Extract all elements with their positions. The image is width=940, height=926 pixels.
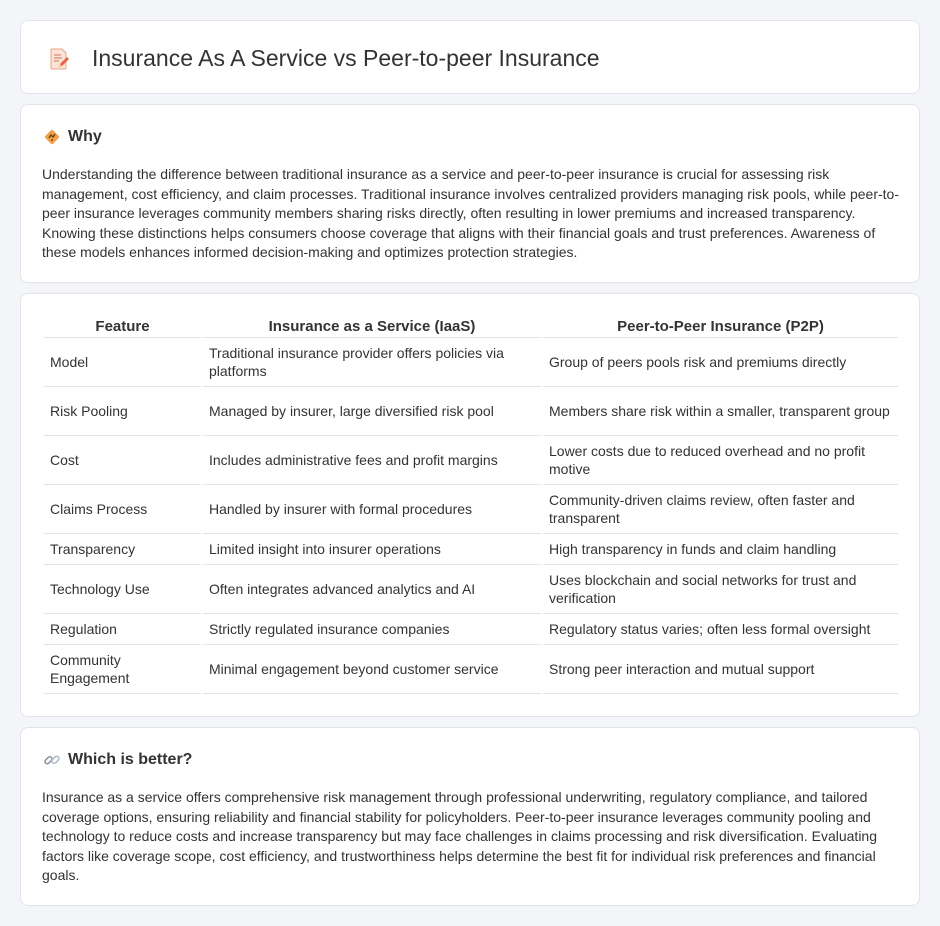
row-p2p: Uses blockchain and social networks for trust and verification (543, 565, 898, 614)
table-row (44, 387, 898, 436)
better-heading: Which is better? (68, 751, 193, 768)
why-heading-row (43, 127, 102, 147)
header-iaas: Insurance as a Service (IaaS) (203, 316, 541, 338)
table-row (44, 338, 898, 387)
row-feature: Risk Pooling (44, 387, 201, 436)
table-row (44, 565, 898, 614)
row-iaas: Handled by insurer with formal procedures (203, 485, 541, 534)
row-feature: Technology Use (44, 565, 201, 614)
row-iaas: Minimal engagement beyond customer service (203, 645, 541, 694)
row-p2p: Regulatory status varies; often less formal oversight (543, 614, 898, 645)
why-section (20, 104, 920, 283)
comparison-section (20, 293, 920, 717)
row-iaas: Limited insight into insurer operations (203, 534, 541, 565)
comparison-table (42, 316, 900, 694)
table-row (44, 436, 898, 485)
table-row (44, 534, 898, 565)
table-row (44, 614, 898, 645)
row-feature: Claims Process (44, 485, 201, 534)
which-is-better-section (20, 727, 920, 906)
row-iaas: Managed by insurer, large diversified risk pool (203, 387, 541, 436)
table-row (44, 485, 898, 534)
row-iaas: Includes administrative fees and profit margins (203, 436, 541, 485)
warning-sign-icon (43, 128, 61, 146)
row-iaas: Often integrates advanced analytics and AI (203, 565, 541, 614)
row-p2p: Strong peer interaction and mutual support (543, 645, 898, 694)
better-body: Insurance as a service offers comprehensive risk management through professional underwriting, regulatory compliance, and tailored coverage options, ensuring reliability and financial stability for policyholders. Peer-to-peer insurance leverages community pooling and technology to reduce costs and increase transparency but may face challenges in claims processing and risk diversification. Evaluating factors like coverage scope, cost efficiency, and trustworthiness helps determine the best fit for individual risk preferences and financial goals. (42, 789, 877, 883)
row-feature: Model (44, 338, 201, 387)
header-p2p: Peer-to-Peer Insurance (P2P) (543, 316, 898, 338)
row-feature: Community Engagement (44, 645, 201, 694)
page-title: Insurance As A Service vs Peer-to-peer Insurance (92, 45, 600, 71)
title-card (20, 20, 920, 94)
table-header-row (44, 316, 898, 338)
row-p2p: High transparency in funds and claim handling (543, 534, 898, 565)
why-body: Understanding the difference between traditional insurance as a service and peer-to-peer insurance is crucial for assessing risk management, cost efficiency, and claim processes. Traditional insurance involves centralized providers managing risk pools, while peer-to-peer insurance leverages community members sharing risks directly, often resulting in lower premiums and increased transparency. Knowing these distinctions helps consumers choose coverage that aligns with their financial goals and trust preferences. Awareness of these models enhances informed decision-making and optimizes protection strategies. (42, 166, 900, 260)
document-pencil-icon (47, 47, 71, 71)
row-feature: Transparency (44, 534, 201, 565)
better-heading-row (43, 750, 192, 770)
table-row (44, 645, 898, 694)
row-p2p: Community-driven claims review, often faster and transparent (543, 485, 898, 534)
row-p2p: Members share risk within a smaller, transparent group (543, 387, 898, 436)
row-iaas: Traditional insurance provider offers policies via platforms (203, 338, 541, 387)
why-heading: Why (68, 128, 102, 145)
row-iaas: Strictly regulated insurance companies (203, 614, 541, 645)
link-icon (43, 751, 61, 769)
row-p2p: Group of peers pools risk and premiums directly (543, 338, 898, 387)
row-p2p: Lower costs due to reduced overhead and no profit motive (543, 436, 898, 485)
row-feature: Regulation (44, 614, 201, 645)
header-feature: Feature (44, 316, 201, 338)
row-feature: Cost (44, 436, 201, 485)
